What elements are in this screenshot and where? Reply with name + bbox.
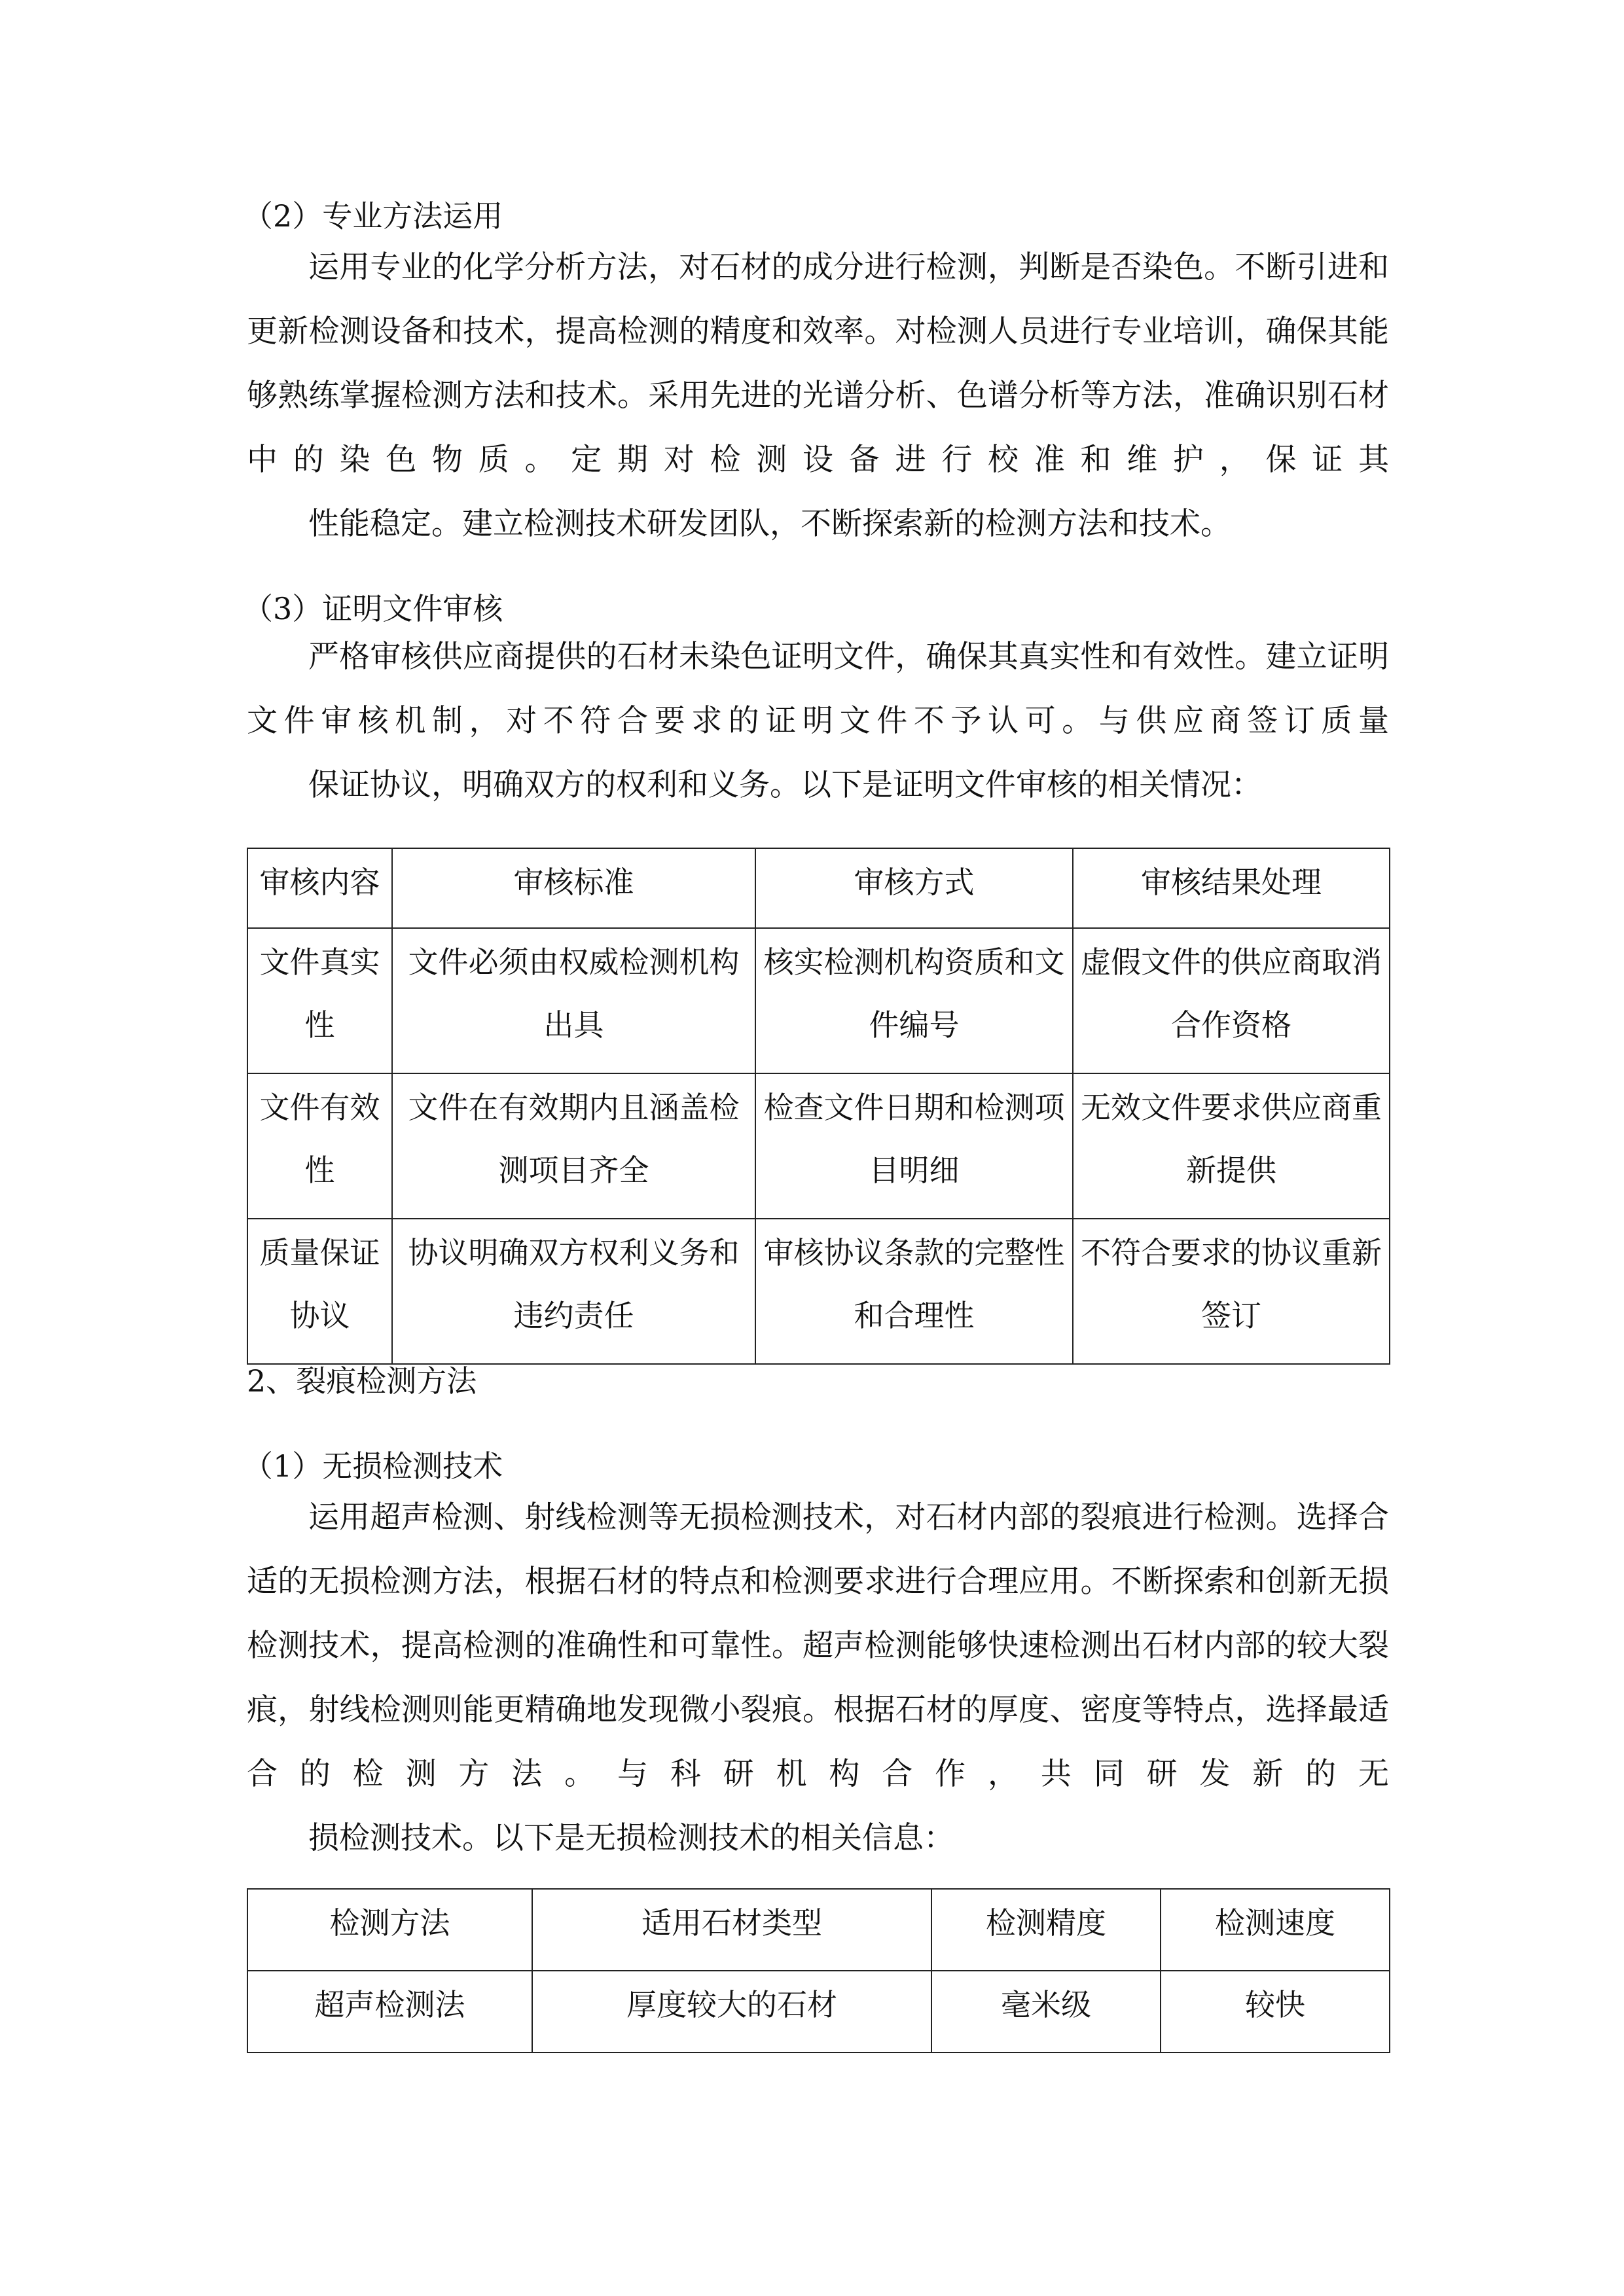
table-cell: 超声检测法 [247, 1971, 532, 2053]
section-heading-2: （2）专业方法运用 [243, 198, 503, 234]
subsection-heading-ndt: （1）无损检测技术 [243, 1448, 503, 1484]
table-cell: 不符合要求的协议重新签订 [1073, 1219, 1390, 1364]
table-header-cell: 审核内容 [247, 848, 392, 928]
table-header-cell: 审核标准 [392, 848, 755, 928]
table-row [247, 928, 1390, 1073]
table-header-cell: 检测精度 [931, 1889, 1161, 1971]
table-cell: 虚假文件的供应商取消合作资格 [1073, 928, 1390, 1073]
table-header-row [247, 848, 1390, 928]
section-heading-crack: 2、裂痕检测方法 [247, 1363, 477, 1399]
table-header-cell: 审核方式 [755, 848, 1073, 928]
table-row [247, 1971, 1390, 2053]
table-cell: 核实检测机构资质和文件编号 [755, 928, 1073, 1073]
table-cell: 审核协议条款的完整性和合理性 [755, 1219, 1073, 1364]
table-cell: 检查文件日期和检测项目明细 [755, 1073, 1073, 1219]
table-cell: 较快 [1161, 1971, 1390, 2053]
table-header-row [247, 1889, 1390, 1971]
table-header-cell: 审核结果处理 [1073, 848, 1390, 928]
table-cell: 文件真实性 [247, 928, 392, 1073]
table-cell: 质量保证协议 [247, 1219, 392, 1364]
certificate-review-table [247, 848, 1390, 1365]
table-header-cell: 检测方法 [247, 1889, 532, 1971]
table-row [247, 1219, 1390, 1364]
table-header-cell: 适用石材类型 [532, 1889, 931, 1971]
table-cell: 无效文件要求供应商重新提供 [1073, 1073, 1390, 1219]
section-heading-3: （3）证明文件审核 [243, 591, 503, 626]
paragraph-line: 运用专业的化学分析方法，对石材的成分进行检测，判断是否染色。不断 [308, 249, 1297, 285]
paragraph-professional-methods: 运用专业的化学分析方法，对石材的成分进行检测，判断是否染色。不断引进和更新检测设备和技术，提高检测的精度和效率。对检测人员进行专业培训，确保其能够熟练掌握检测方法和技术。采用先进的光谱分析、色谱分析等方法，准确识别石材中的染色物质。定期对检测设备进行校准和维护，保证其 性能稳定。建立检测技术研发团队，不断探索新的检测方法和技术。 [247, 249, 1390, 542]
table-cell: 文件在有效期内且涵盖检测项目齐全 [392, 1073, 755, 1219]
table-cell: 协议明确双方权利义务和违约责任 [392, 1219, 755, 1364]
paragraph-ndt: 运用超声检测、射线检测等无损检测技术，对石材内部的裂痕进行检测。选择合适的无损检测方法，根据石材的特点和检测要求进行合理应用。不断探索和创新无损检测技术，提高检测的准确性和可靠性。超声检测能够快速检测出石材内部的较大裂痕，射线检测则能更精确地发现微小裂痕。根据石材的厚度、密度等特点，选择最适合的检测方法。与科研机构合作，共同研发新的无 损检测技术。以下是无损检测技术的相关信息： [247, 1499, 1390, 1856]
ndt-methods-table [247, 1888, 1390, 2053]
table-cell: 毫米级 [931, 1971, 1161, 2053]
table-row [247, 1073, 1390, 1219]
table-header-cell: 检测速度 [1161, 1889, 1390, 1971]
table-cell: 文件必须由权威检测机构出具 [392, 928, 755, 1073]
table-cell: 厚度较大的石材 [532, 1971, 931, 2053]
table-cell: 文件有效性 [247, 1073, 392, 1219]
paragraph-certificate-review: 严格审核供应商提供的石材未染色证明文件，确保其真实性和有效性。建立证明文件审核机制，对不符合要求的证明文件不予认可。与供应商签订质量 保证协议，明确双方的权利和义务。以下是证明文件审核的相关情况： [247, 639, 1390, 803]
